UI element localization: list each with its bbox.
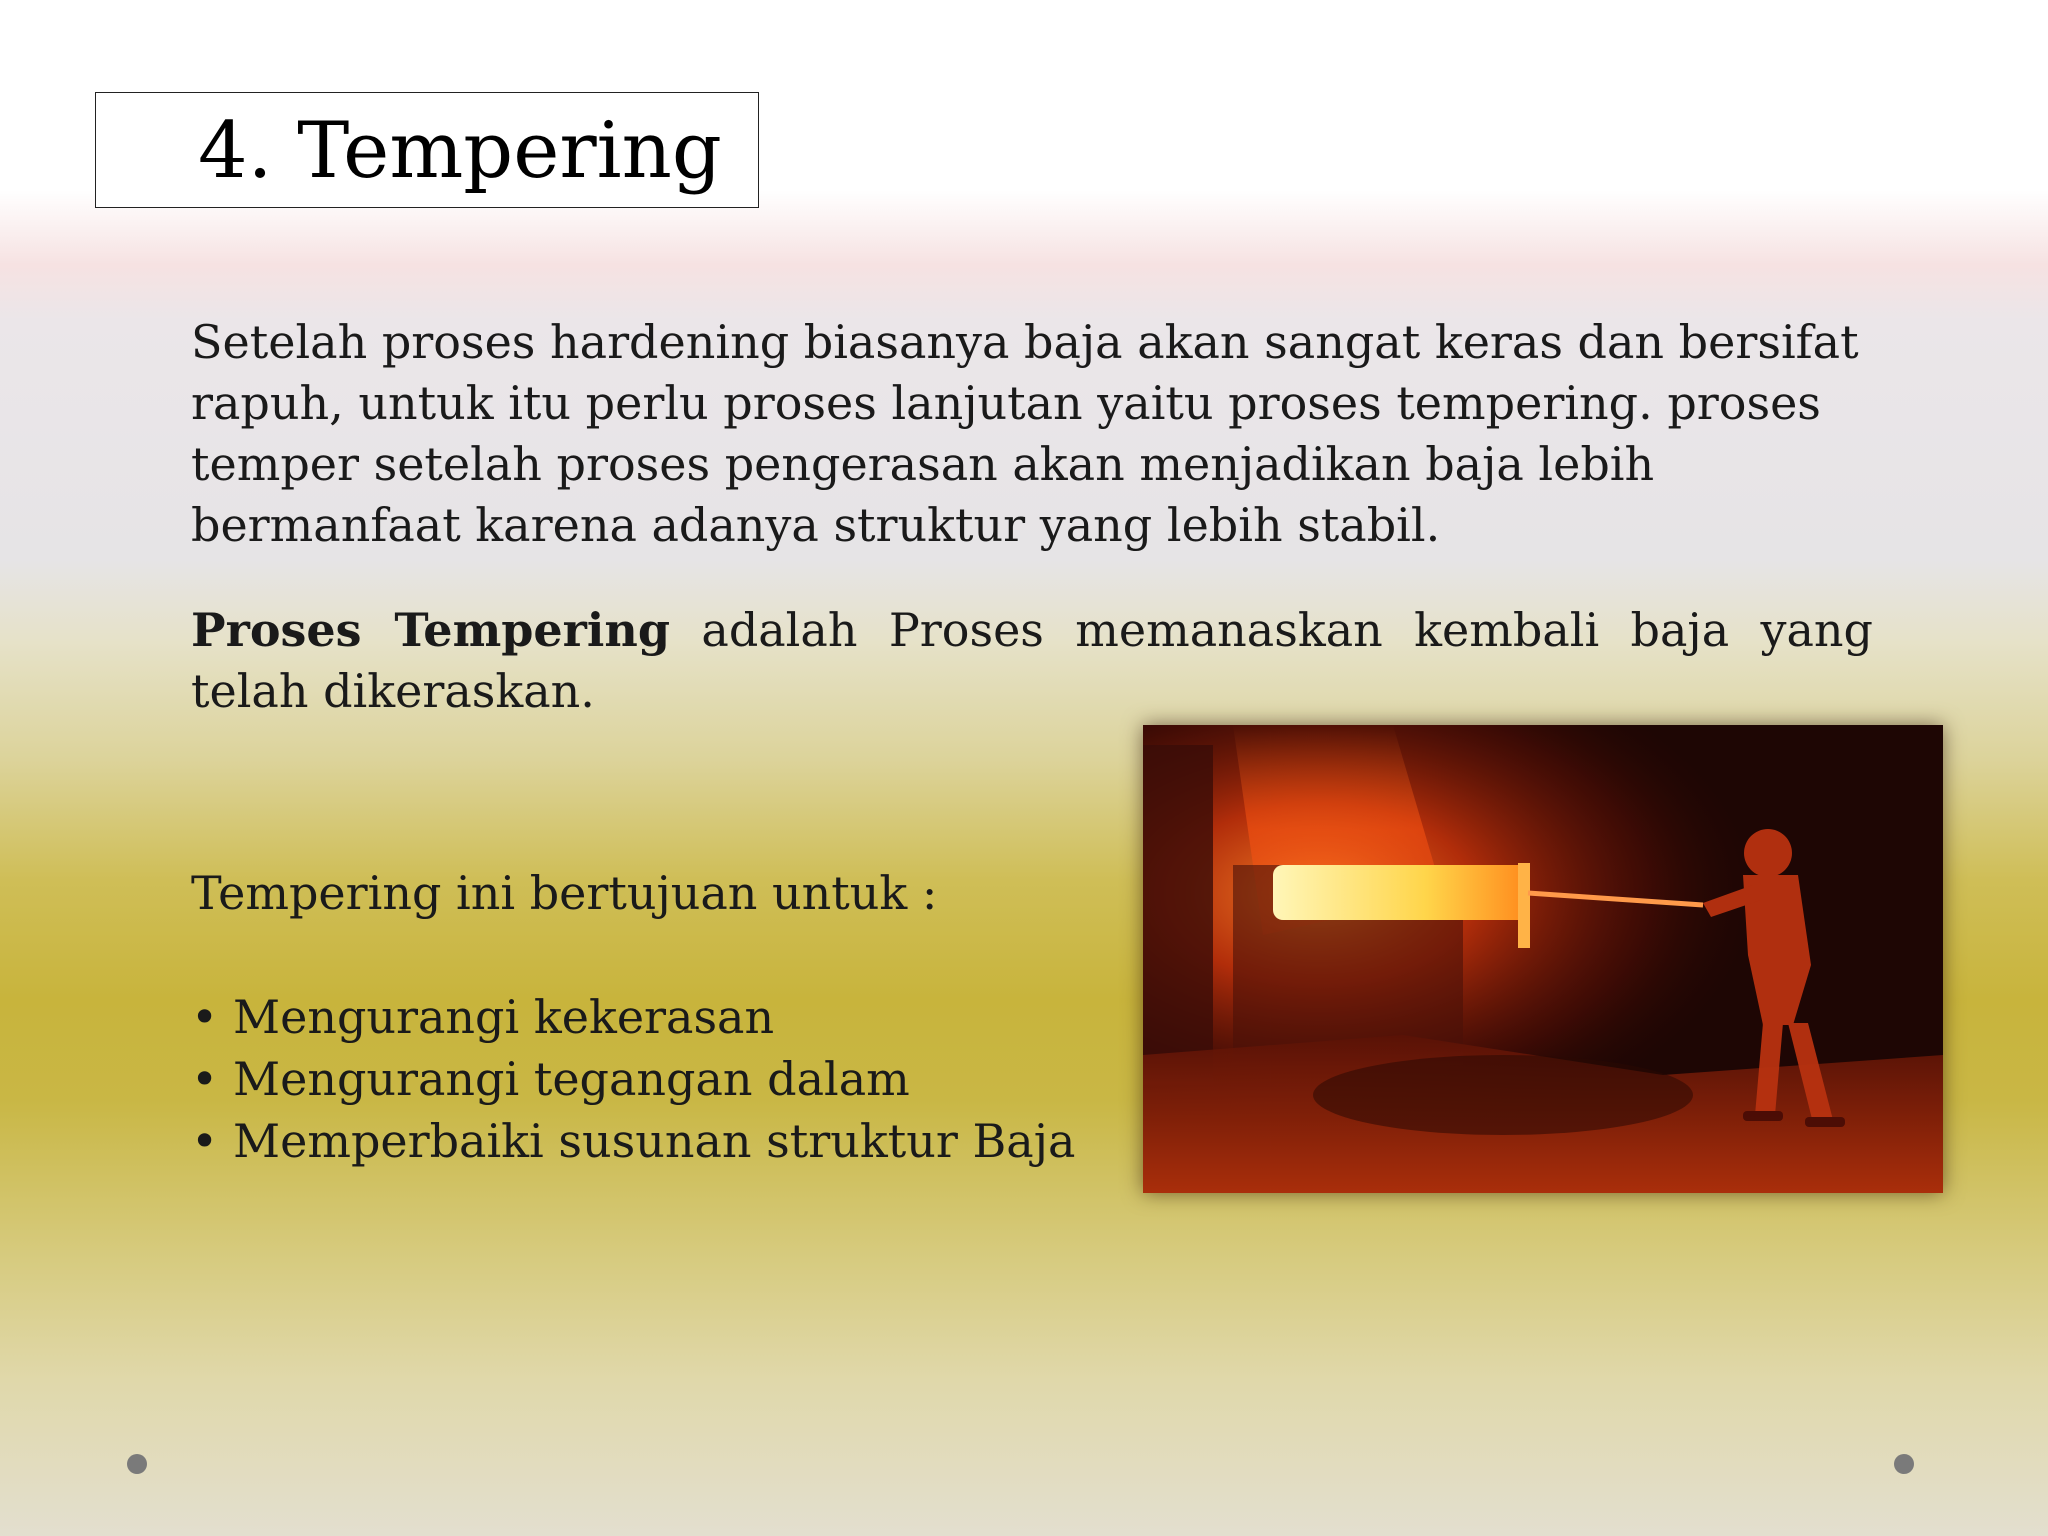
slide-dot-left — [127, 1454, 147, 1474]
list-item — [191, 986, 1075, 1048]
bullet-icon: • — [191, 1114, 219, 1168]
list-item-text: Memperbaiki susunan struktur Baja — [233, 1114, 1076, 1168]
bullet-icon: • — [191, 990, 219, 1044]
bullet-icon: • — [191, 1052, 219, 1106]
intro-paragraph: Setelah proses hardening biasanya baja akan sangat keras dan bersifat rapuh, untuk itu perlu proses lanjutan yaitu proses tempering. proses temper setelah proses pengerasan akan menjadikan baja lebih bermanfaat karena adanya struktur yang lebih stabil. — [191, 315, 1859, 552]
list-item-text: Mengurangi kekerasan — [233, 990, 775, 1044]
definition-text: adalah Proses memanaskan kembali baja yang telah dikeraskan. — [191, 603, 1873, 718]
furnace-worker-photo — [1143, 725, 1943, 1193]
definition-term: Proses Tempering — [191, 603, 670, 657]
title-box — [95, 92, 759, 208]
purpose-heading: Tempering ini bertujuan untuk : — [191, 866, 938, 920]
definition-paragraph — [191, 600, 1873, 722]
list-item — [191, 1110, 1075, 1172]
list-item — [191, 1048, 1075, 1110]
list-item-text: Mengurangi tegangan dalam — [233, 1052, 910, 1106]
purpose-list — [191, 986, 1075, 1172]
slide-title: 4. Tempering — [198, 106, 722, 196]
slide-dot-right — [1894, 1454, 1914, 1474]
